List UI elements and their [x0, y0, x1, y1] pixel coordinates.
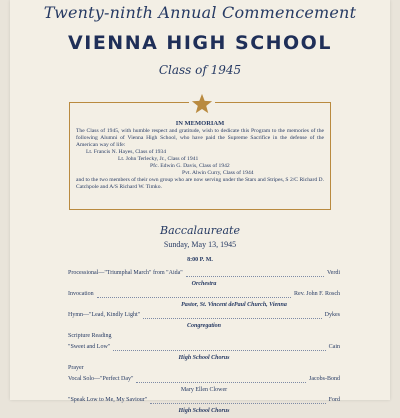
baccalaureate-title: Baccalaureate [160, 224, 240, 237]
program-item [68, 344, 340, 355]
program-item-title: "Speak Low to Me, My Saviour" [68, 397, 148, 403]
baccalaureate-date: Sunday, May 13, 1945 [163, 240, 237, 249]
program-item-title: Invocation [68, 291, 94, 297]
program-item-title: Prayer [68, 365, 84, 371]
memoriam-box [69, 102, 331, 210]
program-list [68, 270, 340, 418]
school-name: VIENNA HIGH SCHOOL [68, 32, 332, 54]
program-item [68, 333, 340, 344]
memoriam-name: Pvt. Alwin Curry, Class of 1944 [182, 170, 254, 176]
memoriam-name: Lt. Francis N. Hayes, Class of 1934 [86, 149, 167, 155]
program-item-title: Processional—"Triumphal March" from "Aida" [68, 270, 183, 276]
program-item [68, 376, 340, 387]
memoriam-name: Lt. John Terlecky, Jr., Class of 1941 [118, 156, 199, 162]
program-item [68, 312, 340, 323]
program-item-title: "Sweet and Low" [68, 344, 111, 350]
program-item-performer: Congregation [186, 323, 221, 329]
commencement-heading: Twenty-ninth Annual Commencement [43, 3, 357, 22]
dot-leader [186, 276, 324, 277]
class-year: Class of 1945 [158, 63, 242, 77]
memoriam-title: IN MEMORIAM [175, 120, 225, 127]
program-item-performer: Mary Ellen Clower [180, 387, 228, 393]
program-item-performer: Pastor, St. Vincent dePaul Church, Vienna [181, 302, 287, 308]
program-item [68, 270, 340, 281]
star-icon [189, 93, 215, 115]
program-item-performer: High School Chorus [178, 355, 230, 361]
program-page [10, 0, 390, 414]
dot-leader [113, 350, 326, 351]
program-item-composer: Rev. John F. Rosch [294, 291, 340, 297]
baccalaureate-time: 8:00 P. M. [187, 257, 213, 263]
dot-leader [136, 382, 306, 383]
dot-leader [97, 297, 291, 298]
memoriam-name: Pfc. Edwin G. Davis, Class of 1942 [150, 163, 230, 169]
program-item [68, 291, 340, 302]
program-item-title: Scripture Reading [68, 333, 112, 339]
program-item-composer: Cain [328, 344, 340, 350]
memoriam-intro: The Class of 1945, with humble respect and gratitude, wish to dedicate this Program to the memories of the following Alumni of Vienna High School, who have paid the Supreme Sacrifice in the defense of the American way of life: [76, 128, 324, 148]
program-item [68, 365, 340, 376]
program-item-performer: Orchestra [191, 281, 217, 287]
program-item-performer: High School Chorus [178, 408, 230, 414]
memoriam-closing: and to the two members of their own group who are now serving under the Stars and Stripes, S 2/C Richard D. Catchpole and A/S Richard W. Timko. [76, 177, 324, 190]
dot-leader [150, 403, 326, 404]
program-item-composer: Dykes [324, 312, 340, 318]
program-item [68, 397, 340, 408]
program-item-title: Vocal Solo—"Perfect Day" [68, 376, 134, 382]
program-item-composer: Verdi [327, 270, 340, 276]
program-item-title: Hymn—"Lead, Kindly Light" [68, 312, 141, 318]
dot-leader [143, 318, 322, 319]
program-item-composer: Ford [328, 397, 340, 403]
program-item-composer: Jacobs-Bond [309, 376, 340, 382]
